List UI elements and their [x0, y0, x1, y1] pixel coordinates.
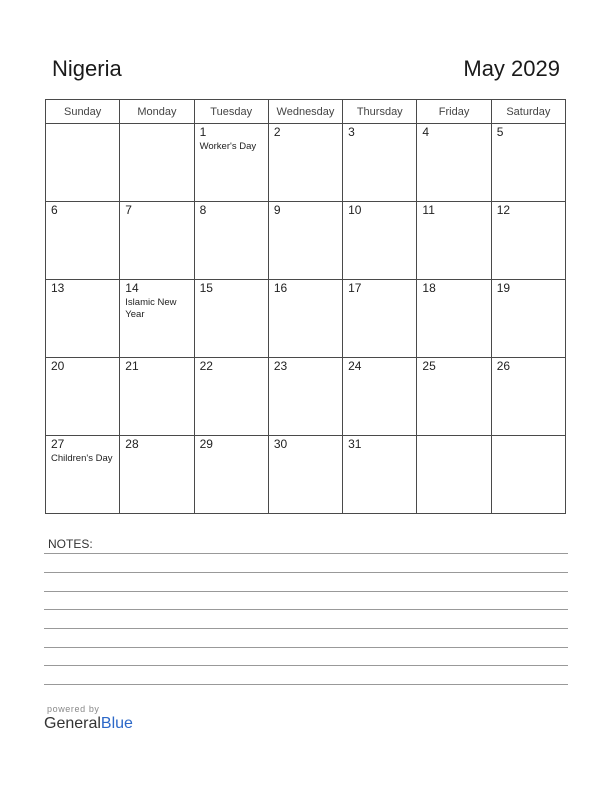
day-number: 10 [348, 203, 362, 217]
day-cell [194, 124, 268, 202]
day-number: 21 [125, 359, 139, 373]
day-cell [491, 358, 565, 436]
note-line [44, 647, 568, 648]
day-cell [417, 124, 491, 202]
day-number: 23 [273, 359, 288, 373]
day-number: 12 [496, 203, 511, 217]
empty-day-cell [417, 436, 491, 514]
calendar-week-row [46, 202, 566, 280]
day-number: 1 [199, 125, 207, 139]
note-line [44, 628, 568, 629]
day-number: 8 [199, 203, 207, 217]
day-number: 28 [125, 437, 139, 451]
note-line [44, 572, 568, 573]
day-cell [268, 202, 342, 280]
day-number: 3 [348, 125, 355, 139]
calendar-week-row [46, 358, 566, 436]
brand-blue: Blue [100, 715, 133, 732]
day-cell [268, 358, 342, 436]
day-number: 24 [348, 359, 362, 373]
day-cell [343, 124, 417, 202]
day-cell [46, 436, 120, 514]
note-line [44, 609, 568, 610]
weekday-header-row [46, 100, 566, 124]
day-cell [491, 124, 565, 202]
weekday-sunday: Sunday [46, 100, 120, 124]
day-number: 11 [422, 203, 435, 217]
country-title: Nigeria [52, 56, 122, 81]
day-cell [194, 358, 268, 436]
day-cell [417, 280, 491, 358]
day-cell [194, 436, 268, 514]
calendar-week-row [46, 280, 566, 358]
note-line [44, 684, 568, 685]
day-cell [120, 202, 194, 280]
holiday-label: Islamic New Year [125, 297, 177, 320]
day-cell [120, 358, 194, 436]
empty-day-cell [120, 124, 194, 202]
day-number: 30 [273, 437, 288, 451]
day-number: 26 [496, 359, 511, 373]
day-number: 17 [348, 281, 362, 295]
day-number: 29 [199, 437, 213, 451]
day-number: 16 [273, 281, 288, 295]
weekday-friday: Friday [417, 100, 491, 124]
month-year-title: May 2029 [463, 56, 560, 81]
day-number: 19 [496, 281, 511, 295]
powered-by-text: powered by [47, 704, 100, 714]
day-cell [194, 280, 268, 358]
day-cell [46, 280, 120, 358]
day-number: 5 [496, 125, 504, 139]
brand-name [44, 715, 133, 733]
day-number: 15 [199, 281, 213, 295]
day-number: 31 [348, 437, 362, 451]
day-cell [343, 280, 417, 358]
day-number: 18 [422, 281, 436, 295]
day-number: 4 [422, 125, 430, 139]
empty-day-cell [491, 436, 565, 514]
day-cell [268, 124, 342, 202]
day-number: 2 [273, 125, 281, 139]
day-number: 25 [422, 359, 436, 373]
weekday-tuesday: Tuesday [194, 100, 268, 124]
day-number: 7 [125, 203, 132, 217]
day-number: 22 [199, 359, 213, 373]
day-cell [343, 202, 417, 280]
day-cell [268, 436, 342, 514]
day-cell [491, 202, 565, 280]
day-cell [46, 202, 120, 280]
day-number: 27 [51, 437, 65, 451]
day-number: 6 [51, 203, 58, 217]
day-cell [343, 358, 417, 436]
day-number: 20 [51, 359, 65, 373]
day-cell [46, 358, 120, 436]
weekday-saturday: Saturday [491, 100, 565, 124]
calendar-grid [45, 99, 566, 514]
day-cell [194, 202, 268, 280]
weekday-monday: Monday [120, 100, 194, 124]
day-number: 9 [273, 203, 281, 217]
holiday-label: Children's Day [51, 453, 113, 464]
weekday-wednesday: Wednesday [268, 100, 342, 124]
notes-label: NOTES: [48, 537, 93, 551]
day-cell [417, 358, 491, 436]
day-cell [417, 202, 491, 280]
empty-day-cell [46, 124, 120, 202]
note-line [44, 591, 568, 592]
calendar-week-row [46, 124, 566, 202]
day-cell [491, 280, 565, 358]
note-line [44, 553, 568, 554]
holiday-label: Worker's Day [199, 141, 257, 152]
day-cell [120, 280, 194, 358]
generalblue-logo[interactable] [44, 704, 133, 733]
day-number: 14 [125, 281, 139, 295]
day-cell [268, 280, 342, 358]
weekday-thursday: Thursday [343, 100, 417, 124]
day-cell [343, 436, 417, 514]
day-number: 13 [51, 281, 65, 295]
note-line [44, 665, 568, 666]
calendar-week-row [46, 436, 566, 514]
day-cell [120, 436, 194, 514]
brand-general: General [44, 715, 101, 732]
